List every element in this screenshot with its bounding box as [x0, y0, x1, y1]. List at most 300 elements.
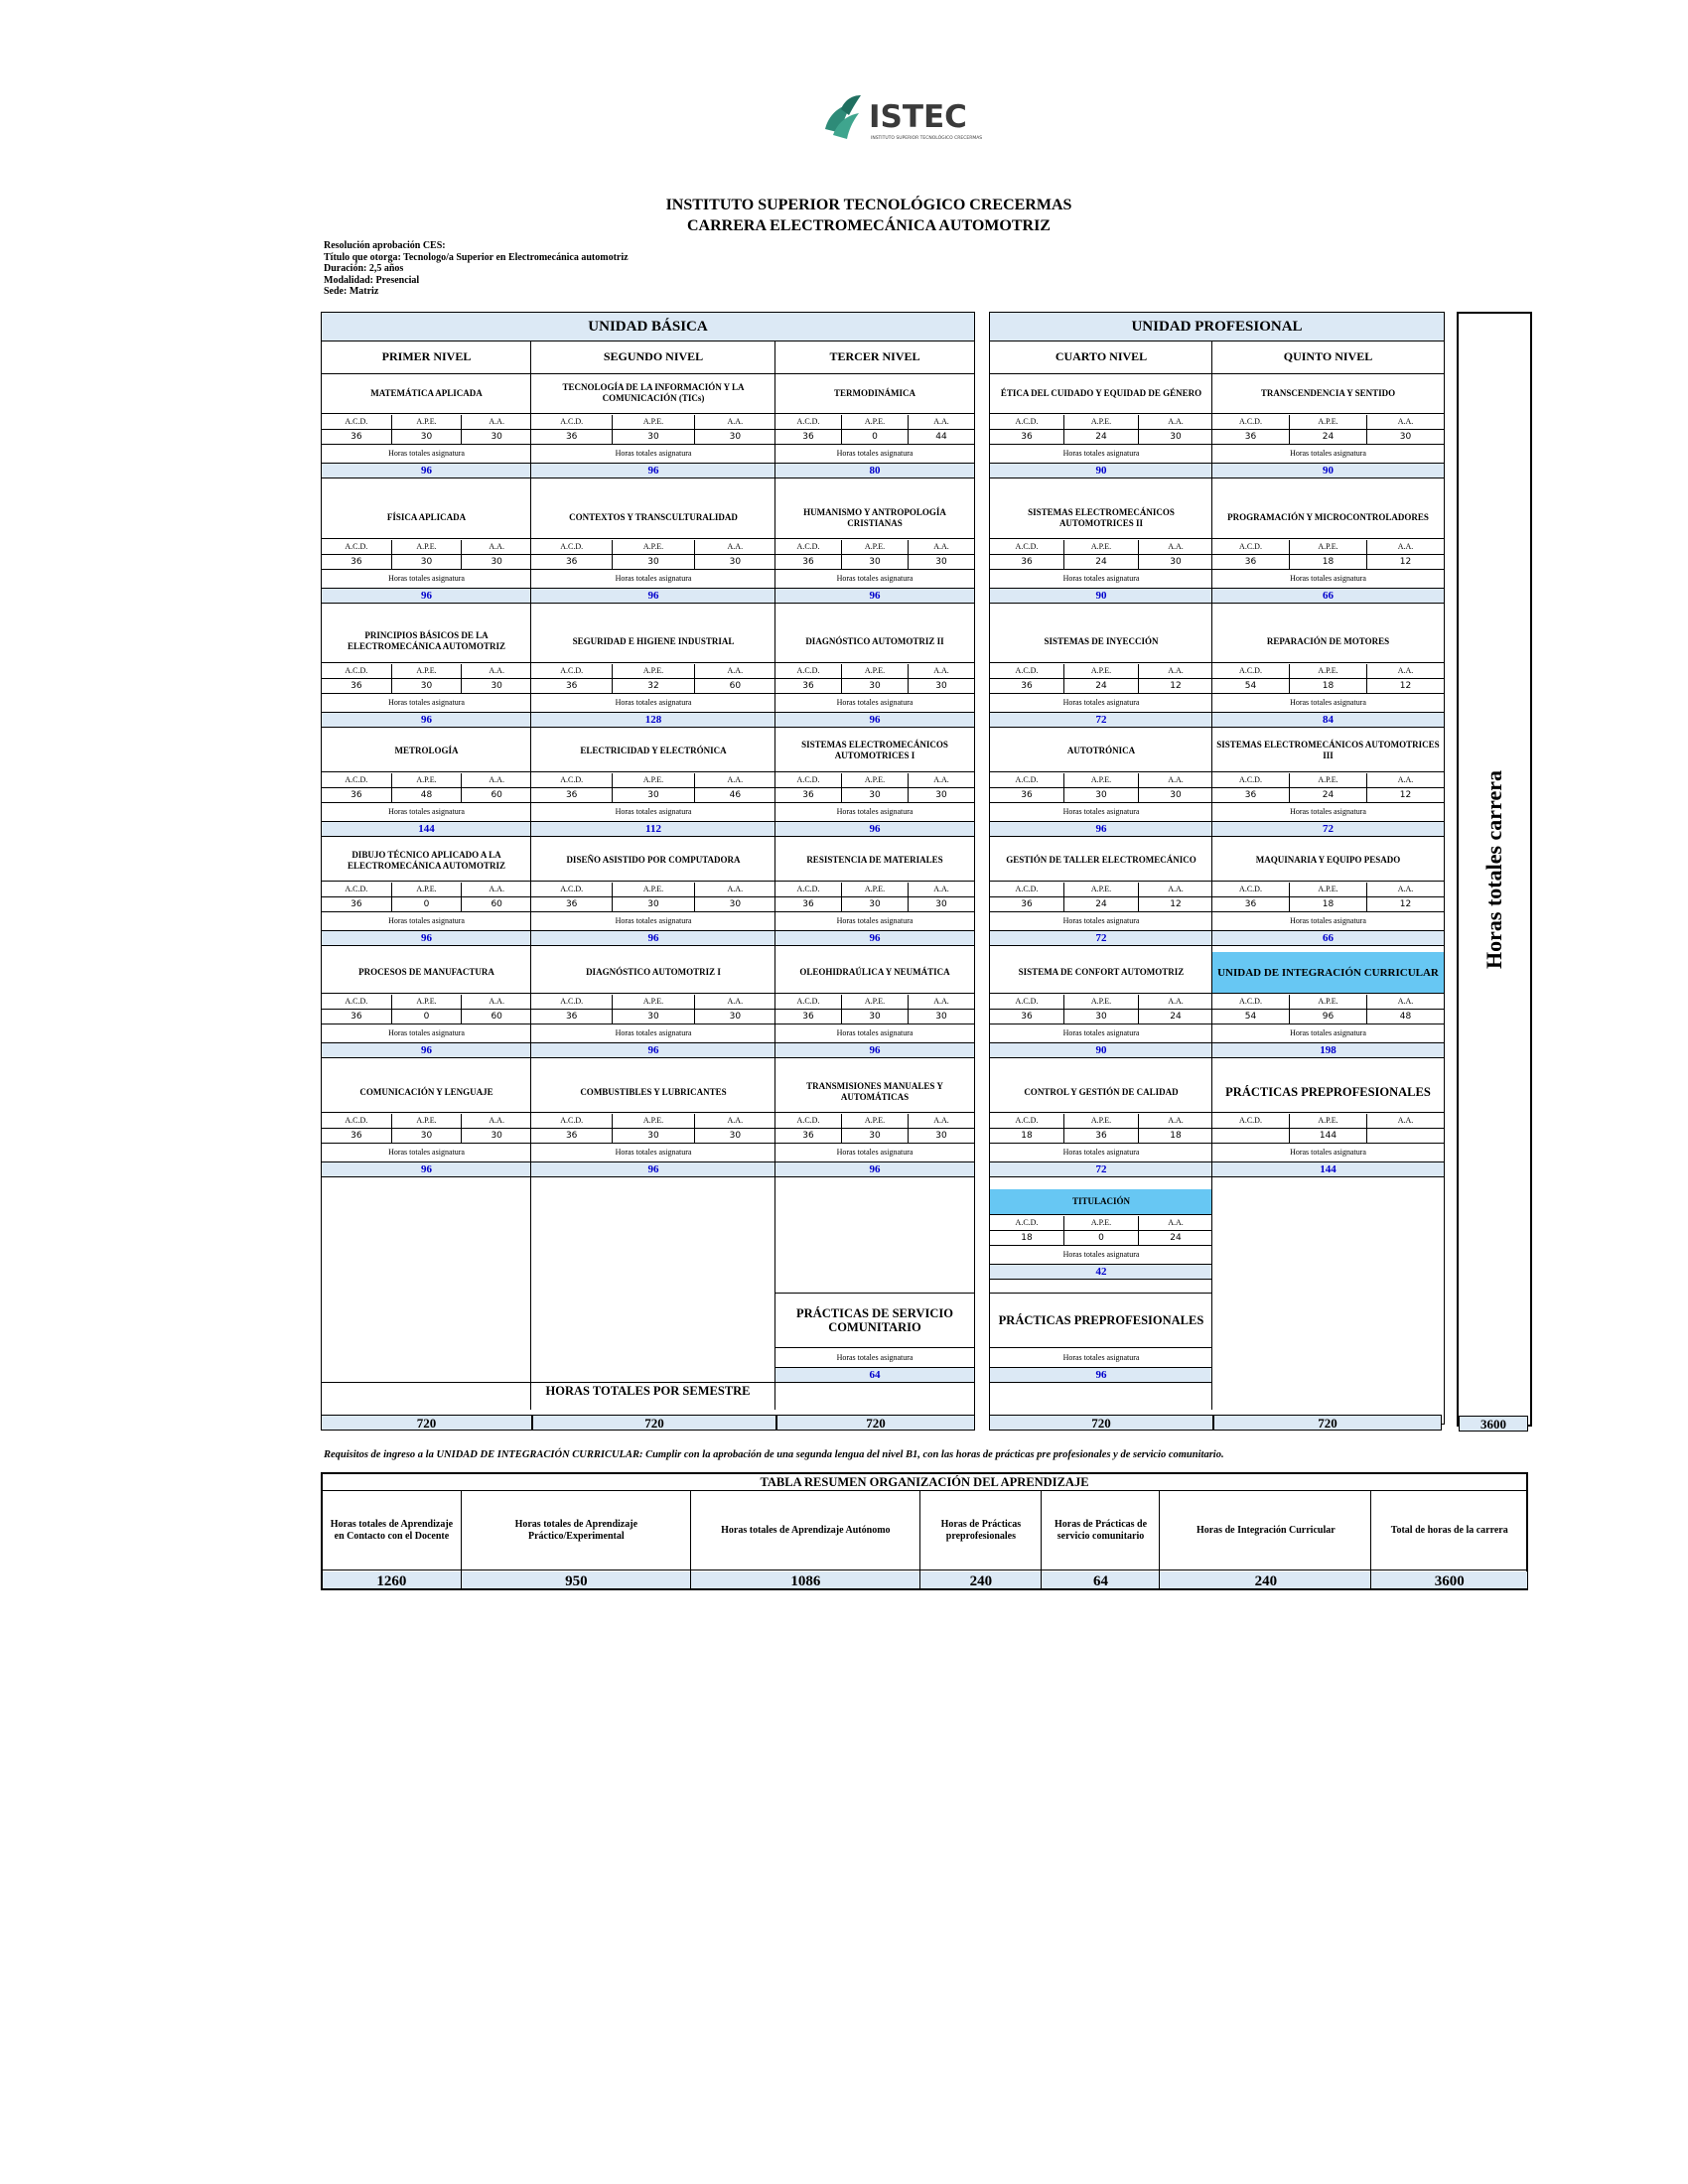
- ape-label: A.P.E.: [1063, 1216, 1138, 1230]
- aa-value: 30: [461, 1129, 531, 1143]
- career-total-column: [1457, 312, 1532, 1427]
- total-value: 72: [1212, 822, 1444, 837]
- semester-total: 720: [321, 1415, 532, 1431]
- svg-text:INSTITUTO SUPERIOR TECNOLÓGICO: INSTITUTO SUPERIOR TECNOLÓGICO CRECERMAS: [871, 136, 983, 141]
- ape-label: A.P.E.: [841, 540, 908, 554]
- ape-value: 30: [391, 1129, 462, 1143]
- aa-label: A.A.: [461, 415, 531, 429]
- ape-value: 30: [841, 1129, 908, 1143]
- ape-label: A.P.E.: [1063, 540, 1138, 554]
- aa-label: A.A.: [908, 883, 974, 896]
- aa-value: 30: [694, 555, 775, 569]
- aa-label: A.A.: [1138, 1216, 1212, 1230]
- acd-label: A.C.D.: [1239, 885, 1262, 893]
- subject-cell: [531, 497, 775, 601]
- ape-label: A.P.E.: [1289, 883, 1366, 896]
- acd-value: 36: [565, 899, 578, 909]
- hours-header-row: [775, 773, 974, 788]
- aa-label: A.A.: [1366, 773, 1444, 787]
- total-value: 96: [531, 589, 775, 604]
- subject-name: FÍSICA APLICADA: [322, 497, 531, 539]
- subject-name: TERMODINÁMICA: [775, 373, 974, 414]
- total-label: Horas totales asignatura: [322, 1144, 531, 1162]
- aa-value: 12: [1366, 679, 1444, 693]
- ape-label: A.P.E.: [391, 415, 462, 429]
- acd-label: A.C.D.: [1015, 885, 1039, 893]
- acd-value: 36: [1021, 899, 1033, 909]
- total-label: Horas totales asignatura: [531, 803, 775, 822]
- subject-cell: [1212, 952, 1444, 1055]
- hours-values-row: [322, 1129, 531, 1144]
- total-value: 84: [1212, 713, 1444, 728]
- hours-values-row: [1212, 679, 1444, 694]
- hours-values-row: [1212, 430, 1444, 445]
- semester-total: 720: [776, 1415, 975, 1431]
- total-label: Horas totales asignatura: [990, 912, 1212, 931]
- level-column: [990, 373, 1212, 1424]
- summary-title: TABLA RESUMEN ORGANIZACIÓN DEL APRENDIZAJE: [323, 1474, 1526, 1491]
- total-label: Horas totales asignatura: [990, 570, 1212, 589]
- ape-value: 30: [612, 897, 693, 911]
- subject-cell: [322, 730, 531, 834]
- ape-value: 30: [841, 555, 908, 569]
- level-column: [775, 373, 974, 1424]
- subject-cell: [1212, 730, 1444, 834]
- subject-cell: [775, 1072, 974, 1174]
- semester-total: 720: [532, 1415, 776, 1431]
- acd-value: 36: [351, 899, 362, 909]
- aa-value: 30: [908, 897, 974, 911]
- acd-label: A.C.D.: [1015, 666, 1039, 675]
- total-value: 96: [775, 931, 974, 946]
- semester-label: HORAS TOTALES POR SEMESTRE: [322, 1382, 974, 1400]
- total-value: 72: [990, 1162, 1212, 1177]
- acd-label: A.C.D.: [345, 542, 368, 551]
- total-label: Horas totales asignatura: [531, 570, 775, 589]
- institution-title: INSTITUTO SUPERIOR TECNOLÓGICO CRECERMAS: [665, 197, 1072, 213]
- istec-logo: [819, 91, 1003, 151]
- total-label: Horas totales asignatura: [1212, 1024, 1444, 1043]
- ape-label: A.P.E.: [1063, 773, 1138, 787]
- ape-value: 0: [391, 897, 462, 911]
- acd-value: 54: [1244, 1012, 1257, 1022]
- acd-value: 36: [565, 432, 578, 442]
- aa-label: A.A.: [1366, 1114, 1444, 1128]
- ape-value: 30: [612, 1010, 693, 1024]
- hours-values-row: [990, 555, 1212, 570]
- acd-label: A.C.D.: [796, 885, 820, 893]
- acd-value: 36: [802, 557, 814, 567]
- total-value: 80: [775, 464, 974, 478]
- leaf-logo-icon: [825, 95, 861, 139]
- aa-label: A.A.: [1366, 415, 1444, 429]
- acd-value: 36: [802, 899, 814, 909]
- aa-label: A.A.: [1138, 883, 1212, 896]
- acd-label: A.C.D.: [560, 1116, 584, 1125]
- subject-name: TECNOLOGÍA DE LA INFORMACIÓN Y LA COMUNICACIÓN (TICs): [531, 373, 775, 414]
- level-header: TERCER NIVEL: [775, 341, 974, 374]
- acd-value: 18: [1021, 1233, 1033, 1243]
- hours-values-row: [322, 555, 531, 570]
- subject-cell: [1212, 373, 1444, 476]
- ape-value: 24: [1063, 897, 1138, 911]
- aa-value: 24: [1138, 1010, 1212, 1024]
- total-value: 90: [990, 464, 1212, 478]
- acd-value: 36: [802, 432, 814, 442]
- ape-value: 24: [1063, 430, 1138, 444]
- hours-values-row: [990, 1231, 1212, 1246]
- total-label: Horas totales asignatura: [322, 803, 531, 822]
- hours-header-row: [1212, 883, 1444, 897]
- aa-label: A.A.: [461, 1114, 531, 1128]
- hours-values-row: [531, 1010, 775, 1024]
- summary-column-value: 1086: [691, 1571, 920, 1588]
- subject-cell: [990, 497, 1212, 601]
- modality-text: Modalidad: Presencial: [324, 274, 420, 286]
- total-value: 144: [322, 822, 531, 837]
- ape-label: A.P.E.: [391, 773, 462, 787]
- total-label: Horas totales asignatura: [322, 1024, 531, 1043]
- basic-unit-header: UNIDAD BÁSICA: [322, 313, 974, 341]
- total-label: Horas totales asignatura: [775, 803, 974, 822]
- acd-label: A.C.D.: [560, 997, 584, 1006]
- total-label: Horas totales asignatura: [990, 694, 1212, 713]
- ape-label: A.P.E.: [391, 995, 462, 1009]
- hours-header-row: [990, 995, 1212, 1010]
- subject-name: PRÁCTICAS PREPROFESIONALES: [1212, 1072, 1444, 1113]
- summary-column-label: Horas totales de Aprendizaje en Contacto con el Docente: [323, 1491, 461, 1570]
- ape-label: A.P.E.: [841, 995, 908, 1009]
- hours-header-row: [322, 664, 531, 679]
- aa-value: 12: [1138, 897, 1212, 911]
- summary-table: [321, 1472, 1528, 1590]
- ape-label: A.P.E.: [612, 1114, 693, 1128]
- ape-value: 30: [1063, 788, 1138, 802]
- total-label: Horas totales asignatura: [531, 1024, 775, 1043]
- ape-value: 30: [841, 788, 908, 802]
- acd-label: A.C.D.: [796, 417, 820, 426]
- summary-column: [323, 1491, 461, 1588]
- total-label: Horas totales asignatura: [775, 694, 974, 713]
- acd-value: 36: [1021, 790, 1033, 800]
- subject-cell: [322, 1072, 531, 1174]
- aa-label: A.A.: [1138, 773, 1212, 787]
- total-value: 72: [990, 931, 1212, 946]
- total-value: 96: [990, 822, 1212, 837]
- hours-values-row: [1212, 897, 1444, 912]
- subject-name: PRINCIPIOS BÁSICOS DE LA ELECTROMECÁNICA AUTOMOTRIZ: [322, 620, 531, 663]
- aa-label: A.A.: [908, 664, 974, 678]
- basic-unit-table: [321, 312, 975, 1425]
- aa-value: [1366, 1129, 1444, 1143]
- ape-label: A.P.E.: [1063, 415, 1138, 429]
- ape-value: 48: [391, 788, 462, 802]
- acd-value: 36: [351, 432, 362, 442]
- aa-value: 12: [1366, 555, 1444, 569]
- ape-label: A.P.E.: [1289, 995, 1366, 1009]
- total-value: 96: [775, 1043, 974, 1058]
- level-header: PRIMER NIVEL: [322, 341, 531, 374]
- semester-total: 720: [989, 1415, 1213, 1431]
- program-info: [324, 240, 629, 298]
- total-label: Horas totales asignatura: [775, 1144, 974, 1162]
- aa-label: A.A.: [694, 415, 775, 429]
- hours-values-row: [322, 788, 531, 803]
- total-value: 96: [531, 1162, 775, 1177]
- acd-label: A.C.D.: [1015, 417, 1039, 426]
- hours-header-row: [775, 1114, 974, 1129]
- level-header: QUINTO NIVEL: [1212, 341, 1444, 374]
- acd-value: 36: [565, 681, 578, 691]
- subject-cell: [322, 373, 531, 476]
- acd-label: A.C.D.: [1239, 542, 1262, 551]
- aa-label: A.A.: [694, 773, 775, 787]
- aa-value: 30: [908, 1129, 974, 1143]
- acd-label: A.C.D.: [560, 775, 584, 784]
- ape-label: A.P.E.: [841, 664, 908, 678]
- subject-cell: [1212, 1072, 1444, 1174]
- acd-value: 36: [1021, 557, 1033, 567]
- total-value: 112: [531, 822, 775, 837]
- level-column: [322, 373, 531, 1424]
- hours-header-row: [322, 883, 531, 897]
- total-value: 90: [990, 1043, 1212, 1058]
- aa-value: 60: [461, 788, 531, 802]
- aa-label: A.A.: [461, 664, 531, 678]
- aa-value: 48: [1366, 1010, 1444, 1024]
- aa-value: 30: [908, 555, 974, 569]
- acd-label: A.C.D.: [796, 1116, 820, 1125]
- hours-header-row: [531, 995, 775, 1010]
- total-label: Horas totales asignatura: [531, 912, 775, 931]
- hours-values-row: [1212, 555, 1444, 570]
- subject-cell: [775, 620, 974, 725]
- total-value: 96: [322, 589, 531, 604]
- subject-cell: [990, 1072, 1212, 1174]
- total-value: 198: [1212, 1043, 1444, 1058]
- ape-label: A.P.E.: [612, 773, 693, 787]
- total-label: Horas totales asignatura: [322, 694, 531, 713]
- acd-value: 36: [351, 557, 362, 567]
- hours-header-row: [775, 540, 974, 555]
- aa-label: A.A.: [908, 995, 974, 1009]
- hours-values-row: [990, 1010, 1212, 1024]
- ape-value: 36: [1063, 1129, 1138, 1143]
- aa-label: A.A.: [1138, 540, 1212, 554]
- subject-cell: [990, 620, 1212, 725]
- hours-header-row: [990, 540, 1212, 555]
- acd-value: 36: [1244, 557, 1257, 567]
- aa-value: 12: [1138, 679, 1212, 693]
- total-value: 96: [775, 589, 974, 604]
- hours-header-row: [1212, 995, 1444, 1010]
- hours-values-row: [990, 788, 1212, 803]
- hours-values-row: [531, 1129, 775, 1144]
- acd-label: A.C.D.: [1015, 1116, 1039, 1125]
- summary-column: [1041, 1491, 1160, 1588]
- acd-value: 36: [565, 557, 578, 567]
- total-label: Horas totales asignatura: [1212, 1144, 1444, 1162]
- ape-label: A.P.E.: [612, 664, 693, 678]
- total-label: Horas totales asignatura: [775, 1024, 974, 1043]
- ape-label: A.P.E.: [841, 415, 908, 429]
- subject-name: DIAGNÓSTICO AUTOMOTRIZ I: [531, 952, 775, 994]
- subject-cell: [1212, 840, 1444, 943]
- subject-name: SEGURIDAD E HIGIENE INDUSTRIAL: [531, 620, 775, 663]
- aa-value: 12: [1366, 788, 1444, 802]
- aa-label: A.A.: [908, 540, 974, 554]
- hours-values-row: [990, 430, 1212, 445]
- ape-value: 30: [391, 679, 462, 693]
- hours-header-row: [531, 540, 775, 555]
- subject-cell: [1212, 497, 1444, 601]
- aa-label: A.A.: [694, 883, 775, 896]
- acd-label: A.C.D.: [345, 885, 368, 893]
- aa-label: A.A.: [694, 1114, 775, 1128]
- ape-label: A.P.E.: [1063, 664, 1138, 678]
- ape-value: 30: [841, 679, 908, 693]
- extra-cell: [990, 1293, 1212, 1379]
- subject-name: DISEÑO ASISTIDO POR COMPUTADORA: [531, 840, 775, 882]
- ape-value: 30: [612, 1129, 693, 1143]
- hours-values-row: [1212, 788, 1444, 803]
- ape-value: 24: [1289, 788, 1366, 802]
- hours-header-row: [990, 415, 1212, 430]
- subject-name: TRANSCENDENCIA Y SENTIDO: [1212, 373, 1444, 414]
- hours-header-row: [1212, 540, 1444, 555]
- hours-header-row: [322, 415, 531, 430]
- hours-values-row: [775, 555, 974, 570]
- total-label: Horas totales asignatura: [990, 1246, 1212, 1265]
- aa-label: A.A.: [461, 773, 531, 787]
- hours-header-row: [775, 995, 974, 1010]
- hours-values-row: [531, 430, 775, 445]
- hours-header-row: [990, 883, 1212, 897]
- acd-label: A.C.D.: [1239, 1116, 1262, 1125]
- hours-header-row: [1212, 664, 1444, 679]
- level-column: [531, 373, 775, 1424]
- subject-name: MATEMÁTICA APLICADA: [322, 373, 531, 414]
- acd-label: A.C.D.: [1239, 775, 1262, 784]
- total-value: 96: [322, 713, 531, 728]
- hours-header-row: [531, 415, 775, 430]
- level-column: [1212, 373, 1444, 1424]
- aa-value: 30: [694, 897, 775, 911]
- total-label: Horas totales asignatura: [990, 1144, 1212, 1162]
- total-value: 96: [531, 931, 775, 946]
- aa-label: A.A.: [1138, 664, 1212, 678]
- aa-value: 30: [461, 679, 531, 693]
- subject-name: COMUNICACIÓN Y LENGUAJE: [322, 1072, 531, 1113]
- hours-values-row: [531, 555, 775, 570]
- extra-cell: [775, 1293, 974, 1379]
- acd-value: 36: [351, 1012, 362, 1022]
- total-label: Horas totales asignatura: [1212, 803, 1444, 822]
- aa-value: 30: [694, 1129, 775, 1143]
- subject-cell: [775, 497, 974, 601]
- ape-label: A.P.E.: [841, 773, 908, 787]
- acd-label: A.C.D.: [796, 997, 820, 1006]
- acd-value: 36: [1021, 681, 1033, 691]
- subject-name: SISTEMA DE CONFORT AUTOMOTRIZ: [990, 952, 1212, 994]
- ape-value: 18: [1289, 897, 1366, 911]
- summary-column-label: Horas totales de Aprendizaje Autónomo: [691, 1491, 920, 1570]
- aa-value: 30: [1138, 555, 1212, 569]
- total-value: 96: [322, 1162, 531, 1177]
- acd-value: 36: [565, 1131, 578, 1141]
- ape-label: A.P.E.: [841, 883, 908, 896]
- aa-value: 30: [1366, 430, 1444, 444]
- total-label: Horas totales asignatura: [990, 803, 1212, 822]
- total-value: 96: [775, 1162, 974, 1177]
- aa-label: A.A.: [1366, 883, 1444, 896]
- extra-name: PRÁCTICAS PREPROFESIONALES: [990, 1293, 1212, 1348]
- hours-header-row: [1212, 1114, 1444, 1129]
- ape-value: 0: [1063, 1231, 1138, 1245]
- total-label: Horas totales asignatura: [1212, 694, 1444, 713]
- total-label: Horas totales asignatura: [531, 445, 775, 464]
- hours-values-row: [990, 679, 1212, 694]
- summary-column-label: Horas totales de Aprendizaje Práctico/Experimental: [462, 1491, 691, 1570]
- aa-value: 24: [1138, 1231, 1212, 1245]
- aa-label: A.A.: [908, 1114, 974, 1128]
- ape-label: A.P.E.: [612, 415, 693, 429]
- subject-name: DIBUJO TÉCNICO APLICADO A LA ELECTROMECÁNICA AUTOMOTRIZ: [322, 840, 531, 882]
- hours-values-row: [531, 788, 775, 803]
- ape-label: A.P.E.: [1289, 773, 1366, 787]
- total-label: Horas totales asignatura: [531, 694, 775, 713]
- hours-header-row: [531, 664, 775, 679]
- acd-value: 18: [1021, 1131, 1033, 1141]
- acd-value: 36: [1021, 432, 1033, 442]
- subject-name: TITULACIÓN: [990, 1189, 1212, 1215]
- hours-values-row: [1212, 1010, 1444, 1024]
- ape-label: A.P.E.: [841, 1114, 908, 1128]
- acd-value: [1212, 1129, 1289, 1143]
- acd-value: 36: [802, 681, 814, 691]
- acd-label: A.C.D.: [560, 885, 584, 893]
- ape-value: 24: [1063, 555, 1138, 569]
- total-value: 96: [775, 713, 974, 728]
- aa-label: A.A.: [1138, 1114, 1212, 1128]
- aa-value: 30: [694, 430, 775, 444]
- acd-label: A.C.D.: [560, 666, 584, 675]
- aa-value: 46: [694, 788, 775, 802]
- total-value: 64: [775, 1368, 974, 1383]
- aa-label: A.A.: [908, 773, 974, 787]
- professional-unit-table: [989, 312, 1445, 1425]
- total-value: 72: [990, 713, 1212, 728]
- total-label: Horas totales asignatura: [775, 1349, 974, 1368]
- hours-header-row: [322, 540, 531, 555]
- total-label: Horas totales asignatura: [990, 1024, 1212, 1043]
- duration-text: Duración: 2,5 años: [324, 263, 404, 274]
- subject-name: CONTEXTOS Y TRANSCULTURALIDAD: [531, 497, 775, 539]
- subject-name: CONTROL Y GESTIÓN DE CALIDAD: [990, 1072, 1212, 1113]
- summary-column: [461, 1491, 691, 1588]
- hours-header-row: [990, 664, 1212, 679]
- total-value: 96: [322, 464, 531, 478]
- hours-values-row: [1212, 1129, 1444, 1144]
- acd-value: 36: [1244, 899, 1257, 909]
- hours-values-row: [775, 1010, 974, 1024]
- subject-name: RESISTENCIA DE MATERIALES: [775, 840, 974, 882]
- subject-cell: [531, 730, 775, 834]
- hours-values-row: [322, 679, 531, 694]
- hours-header-row: [531, 773, 775, 788]
- subject-cell: [775, 373, 974, 476]
- acd-label: A.C.D.: [796, 666, 820, 675]
